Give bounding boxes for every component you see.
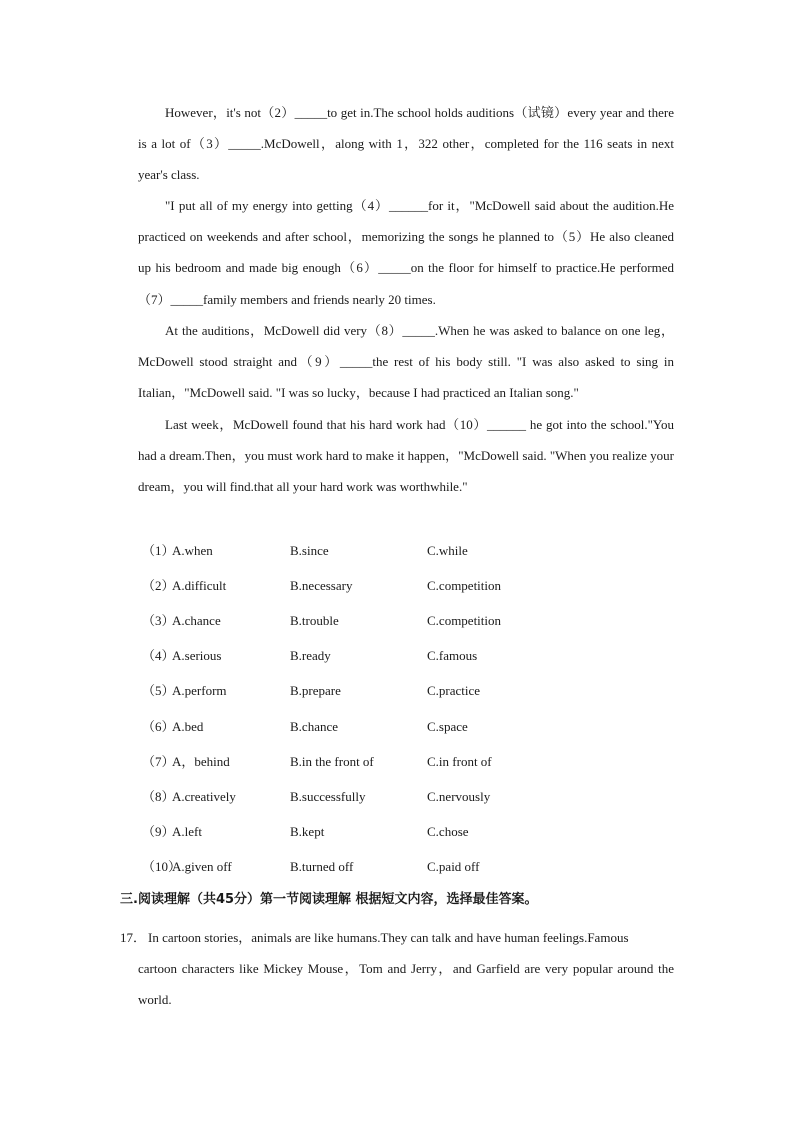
paragraph-text: However，it's not（2）_____to get in.The school holds auditions（试镜）every year and there is a lot of（3）_____.McDowell，along with 1，322 other，completed for the 116 seats in next year's class.	[138, 105, 674, 183]
option-number: （5）	[142, 683, 175, 698]
option-number: （1）	[142, 543, 175, 558]
option-b: B.trouble	[290, 613, 339, 628]
option-a: A.serious	[172, 648, 222, 663]
option-c: C.famous	[427, 648, 478, 663]
option-number: （6）	[142, 719, 175, 734]
passage-paragraph-3	[138, 315, 674, 409]
passage-paragraph-4	[138, 409, 674, 503]
option-b: B.turned off	[290, 859, 354, 874]
option-number: （8）	[142, 789, 175, 804]
option-a: A.when	[172, 543, 213, 558]
option-a: A.left	[172, 824, 202, 839]
option-c: C.competition	[427, 578, 502, 593]
option-number: （4）	[142, 648, 175, 663]
section-heading: 三.阅读理解（共45分）第一节阅读理解 根据短文内容，选择最佳答案。	[120, 892, 538, 907]
question-number: 17．	[120, 930, 147, 945]
option-number: （9）	[142, 824, 175, 839]
option-b: B.prepare	[290, 683, 341, 698]
option-c: C.chose	[427, 824, 469, 839]
option-c: C.while	[427, 543, 468, 558]
option-b: B.kept	[290, 824, 325, 839]
paragraph-text: "I put all of my energy into getting（4）______for it，"McDowell said about the audition.He practiced on weekends and after school，memorizing the songs he planned to（5）He also cleaned up his bedroom and made big enough（6）_____on the floor for himself to practice.He performed（7）_____family members and friends nearly 20 times.	[138, 198, 674, 307]
passage-paragraph-1	[138, 97, 674, 191]
option-c: C.nervously	[427, 789, 491, 804]
option-b: B.successfully	[290, 789, 366, 804]
option-c: C.practice	[427, 683, 481, 698]
option-a: A.bed	[172, 719, 204, 734]
option-b: B.in the front of	[290, 754, 374, 769]
option-c: C.space	[427, 719, 468, 734]
question-continuation: cartoon characters like Mickey Mouse，Tom and Jerry，and Garfield are very popular around the world.	[138, 961, 674, 1007]
option-number: （2）	[142, 578, 175, 593]
passage-paragraph-2	[138, 190, 674, 315]
paragraph-text: At the auditions，McDowell did very（8）_____.When he was asked to balance on one leg，McDowell stood straight and（9）_____the rest of his body still. "I was also asked to sing in Italian，"McDowell said. "I was so lucky，because I had practiced an Italian song."	[138, 323, 674, 401]
question-first-line: In cartoon stories，animals are like humans.They can talk and have human feelings.Famous	[148, 930, 629, 945]
option-c: C.competition	[427, 613, 502, 628]
option-b: B.necessary	[290, 578, 353, 593]
option-a: A.chance	[172, 613, 221, 628]
option-a: A.creatively	[172, 789, 236, 804]
option-b: B.chance	[290, 719, 339, 734]
option-b: B.ready	[290, 648, 331, 663]
option-c: C.paid off	[427, 859, 480, 874]
option-number: （10）	[142, 859, 182, 874]
option-a: A.given off	[172, 859, 232, 874]
option-number: （7）	[142, 754, 175, 769]
option-a: A.difficult	[172, 578, 227, 593]
paragraph-text: Last week，McDowell found that his hard work had（10）______ he got into the school."You had a dream.Then，you must work hard to make it happen，"McDowell said. "When you realize your dream，you will find.that all your hard work was worthwhile."	[138, 417, 674, 495]
option-b: B.since	[290, 543, 329, 558]
option-number: （3）	[142, 613, 175, 628]
option-a: A，behind	[172, 754, 230, 769]
question-17	[120, 922, 674, 1015]
option-a: A.perform	[172, 683, 227, 698]
option-c: C.in front of	[427, 754, 492, 769]
